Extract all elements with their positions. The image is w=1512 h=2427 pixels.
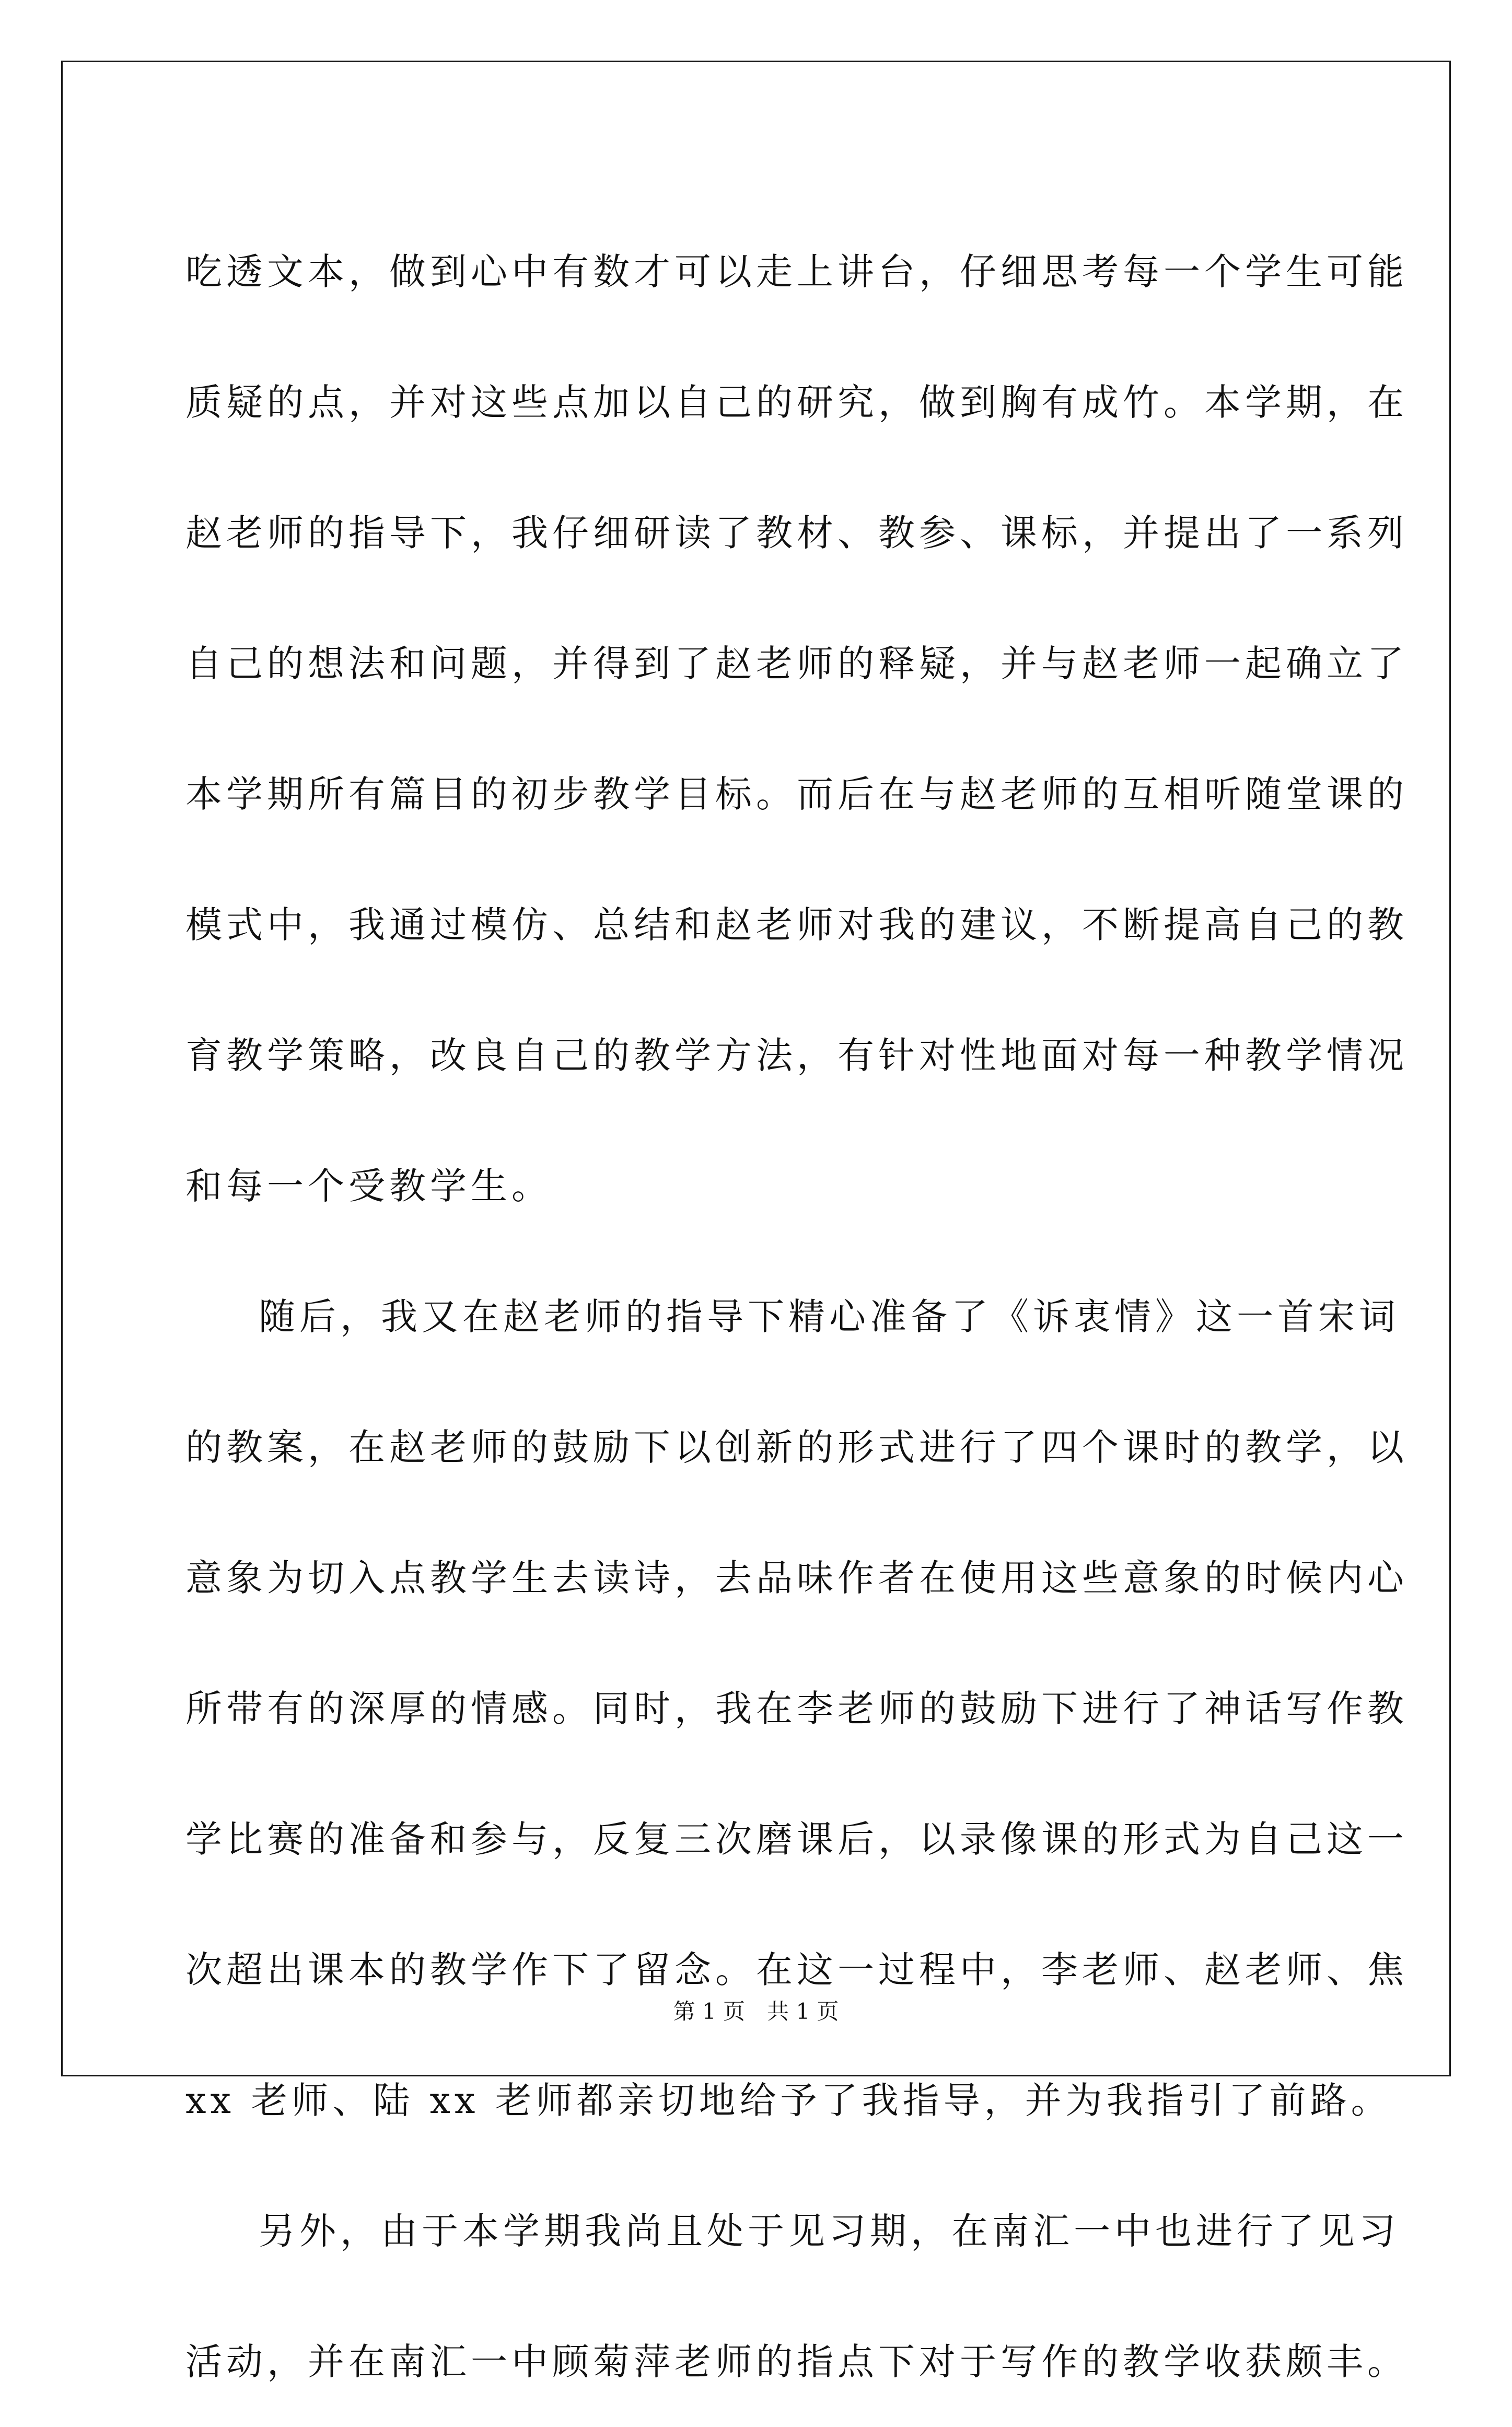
body-line: 质疑的点，并对这些点加以自己的研究，做到胸有成竹。本学期，在 bbox=[185, 381, 1408, 424]
paragraph-start-line: 另外，由于本学期我尚且处于见习期，在南汇一中也进行了见习 bbox=[259, 2210, 1400, 2252]
body-line: 本学期所有篇目的初步教学目标。而后在与赵老师的互相听随堂课的 bbox=[185, 773, 1408, 816]
body-line: 所带有的深厚的情感。同时，我在李老师的鼓励下进行了神话写作教 bbox=[185, 1687, 1408, 1730]
body-line: 赵老师的指导下，我仔细研读了教材、教参、课标，并提出了一系列 bbox=[185, 512, 1408, 554]
page-number-footer: 第 1 页 共 1 页 bbox=[673, 1999, 839, 2024]
body-line: 学比赛的准备和参与，反复三次磨课后，以录像课的形式为自己这一 bbox=[185, 1818, 1408, 1861]
body-line: 的教案，在赵老师的鼓励下以创新的形式进行了四个课时的教学，以 bbox=[185, 1426, 1408, 1469]
body-line: 意象为切入点教学生去读诗，去品味作者在使用这些意象的时候内心 bbox=[185, 1557, 1408, 1599]
body-line: 育教学策略，改良自己的教学方法，有针对性地面对每一种教学情况 bbox=[185, 1034, 1408, 1077]
body-line: 次超出课本的教学作下了留念。在这一过程中，李老师、赵老师、焦 bbox=[185, 1948, 1408, 1991]
paragraph-start-line: 随后，我又在赵老师的指导下精心准备了《诉衷情》这一首宋词 bbox=[259, 1295, 1400, 1338]
body-line: xx 老师、陆 xx 老师都亲切地给予了我指导，并为我指引了前路。 bbox=[185, 2079, 1392, 2122]
body-line: 模式中，我通过模仿、总结和赵老师对我的建议，不断提高自己的教 bbox=[185, 903, 1408, 946]
body-line: 和每一个受教学生。 bbox=[185, 1165, 552, 1207]
document-body bbox=[185, 206, 1408, 2427]
body-line: 吃透文本，做到心中有数才可以走上讲台，仔细思考每一个学生可能 bbox=[185, 250, 1408, 293]
body-line: 活动，并在南汇一中顾菊萍老师的指点下对于写作的教学收获颇丰。 bbox=[185, 2340, 1408, 2383]
body-line: 自己的想法和问题，并得到了赵老师的释疑，并与赵老师一起确立了 bbox=[185, 642, 1408, 685]
